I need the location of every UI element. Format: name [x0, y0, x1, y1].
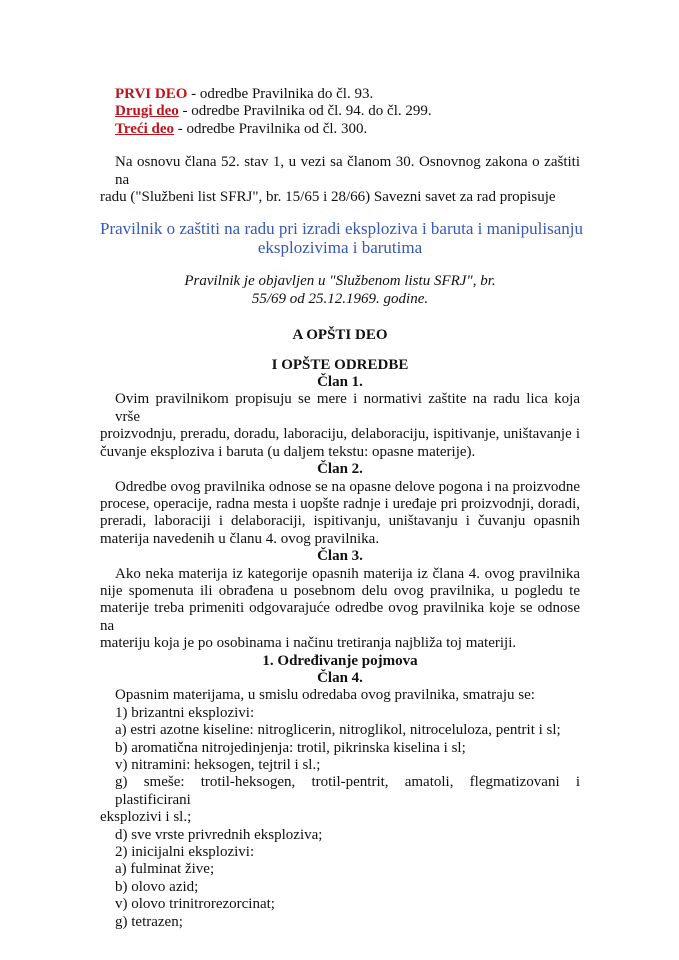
list-item: g) tetrazen; — [115, 913, 183, 930]
publication-line: Pravilnik je objavljen u "Službenom listu SFRJ", br. — [184, 273, 496, 290]
list-item: 2) inicijalni eksplozivi: — [115, 844, 255, 861]
article-heading: Član 2. — [317, 461, 363, 478]
part-desc: - odredbe Pravilnika od čl. 94. do čl. 299. — [178, 103, 432, 120]
article-2 — [100, 461, 580, 548]
title-line: Pravilnik o zaštiti na radu pri izradi eksploziva i baruta i manipulisanju — [100, 219, 583, 239]
part-heading: A OPŠTI DEO — [292, 327, 388, 344]
part-item — [100, 121, 580, 138]
chapter-heading: I OPŠTE ODREDBE — [271, 356, 409, 373]
list-item: b) aromatična nitrojedinjenja: trotil, pikrinska kiselina i sl; — [115, 739, 466, 756]
article-line: čuvanje eksploziva i baruta (u daljem tekstu: opasne materije). — [100, 443, 476, 460]
article-line: nije spomenuta ili obrađena u posebnom delu ovog pravilnika, u pogledu te — [100, 582, 580, 599]
article-line: Ovim pravilnikom propisuju se mere i normativi zaštite na radu lica koja vrše — [115, 391, 580, 425]
article-line: preradi, laboraciji i delaboraciji, ispitivanju, uništavanju i čuvanju opasnih — [100, 513, 580, 530]
article-line: materije treba primeniti odgovarajuće odredbe ovog pravilnika koje se odnose na — [100, 600, 580, 634]
article-heading: Član 1. — [317, 374, 363, 391]
part-desc: - odredbe Pravilnika do čl. 93. — [187, 86, 374, 102]
section-heading: 1. Određivanje pojmova — [262, 652, 418, 669]
list-item: a) fulminat žive; — [115, 861, 215, 878]
article-1 — [100, 374, 580, 461]
part-desc: - odredbe Pravilnika od čl. 300. — [174, 120, 368, 137]
title-line: eksplozivima i barutima — [257, 238, 423, 258]
list-item: v) olovo trinitrorezorcinat; — [115, 896, 275, 913]
part-item — [100, 103, 580, 120]
article-line: materiju koja je po osobinama i načinu tretiranja najbliža toj materiji. — [100, 635, 517, 652]
parts-list — [100, 86, 580, 138]
article-line: Odredbe ovog pravilnika odnose se na opasne delove pogona i na proizvodne — [115, 478, 580, 495]
part-link-treci-deo[interactable]: Treći deo — [115, 120, 175, 137]
document-title — [100, 219, 583, 258]
list-item: g) smeše: trotil-heksogen, trotil-pentrit, amatoli, flegmatizovani i plastificirani — [115, 774, 580, 808]
list-item: a) estri azotne kiseline: nitroglicerin, nitroglikol, nitroceluloza, pentrit i sl; — [115, 722, 561, 739]
part-link-drugi-deo[interactable]: Drugi deo — [115, 103, 179, 120]
list-item: Opasnim materijama, u smislu odredaba ovog pravilnika, smatraju se: — [115, 687, 535, 704]
article-3 — [100, 548, 580, 652]
article-line: materija navedenih u članu 4. ovog pravilnika. — [100, 530, 380, 547]
part-link-prvi-deo[interactable]: PRVI DEO — [115, 86, 188, 102]
document-page — [100, 86, 583, 931]
preamble-line: Na osnovu člana 52. stav 1, u vezi sa članom 30. Osnovnog zakona o zaštiti na — [115, 154, 580, 188]
part-item — [100, 86, 580, 103]
article-heading: Član 4. — [317, 669, 363, 686]
article-4 — [100, 670, 580, 931]
list-item: eksplozivi i sl.; — [100, 809, 192, 826]
list-item: 1) brizantni eksplozivi: — [115, 704, 255, 721]
publication-note — [100, 273, 580, 308]
article-line: procese, operacije, radna mesta i uopšte radnje i uređaje pri proizvodnji, doradi, — [100, 495, 580, 512]
preamble — [100, 154, 580, 206]
list-item: d) sve vrste privrednih eksploziva; — [115, 826, 323, 843]
article-line: proizvodnju, preradu, doradu, laboraciju, delaboraciju, ispitivanje, uništavanje i — [100, 426, 580, 443]
article-line: Ako neka materija iz kategorije opasnih materija iz člana 4. ovog pravilnika — [115, 565, 580, 582]
article-heading: Član 3. — [317, 548, 363, 565]
preamble-line: radu ("Službeni list SFRJ", br. 15/65 i 28/66) Savezni savet za rad propisuje — [100, 189, 556, 206]
list-item: v) nitramini: heksogen, tejtril i sl.; — [115, 757, 321, 773]
publication-line: 55/69 od 25.12.1969. godine. — [251, 290, 429, 307]
list-item: b) olovo azid; — [115, 878, 199, 895]
